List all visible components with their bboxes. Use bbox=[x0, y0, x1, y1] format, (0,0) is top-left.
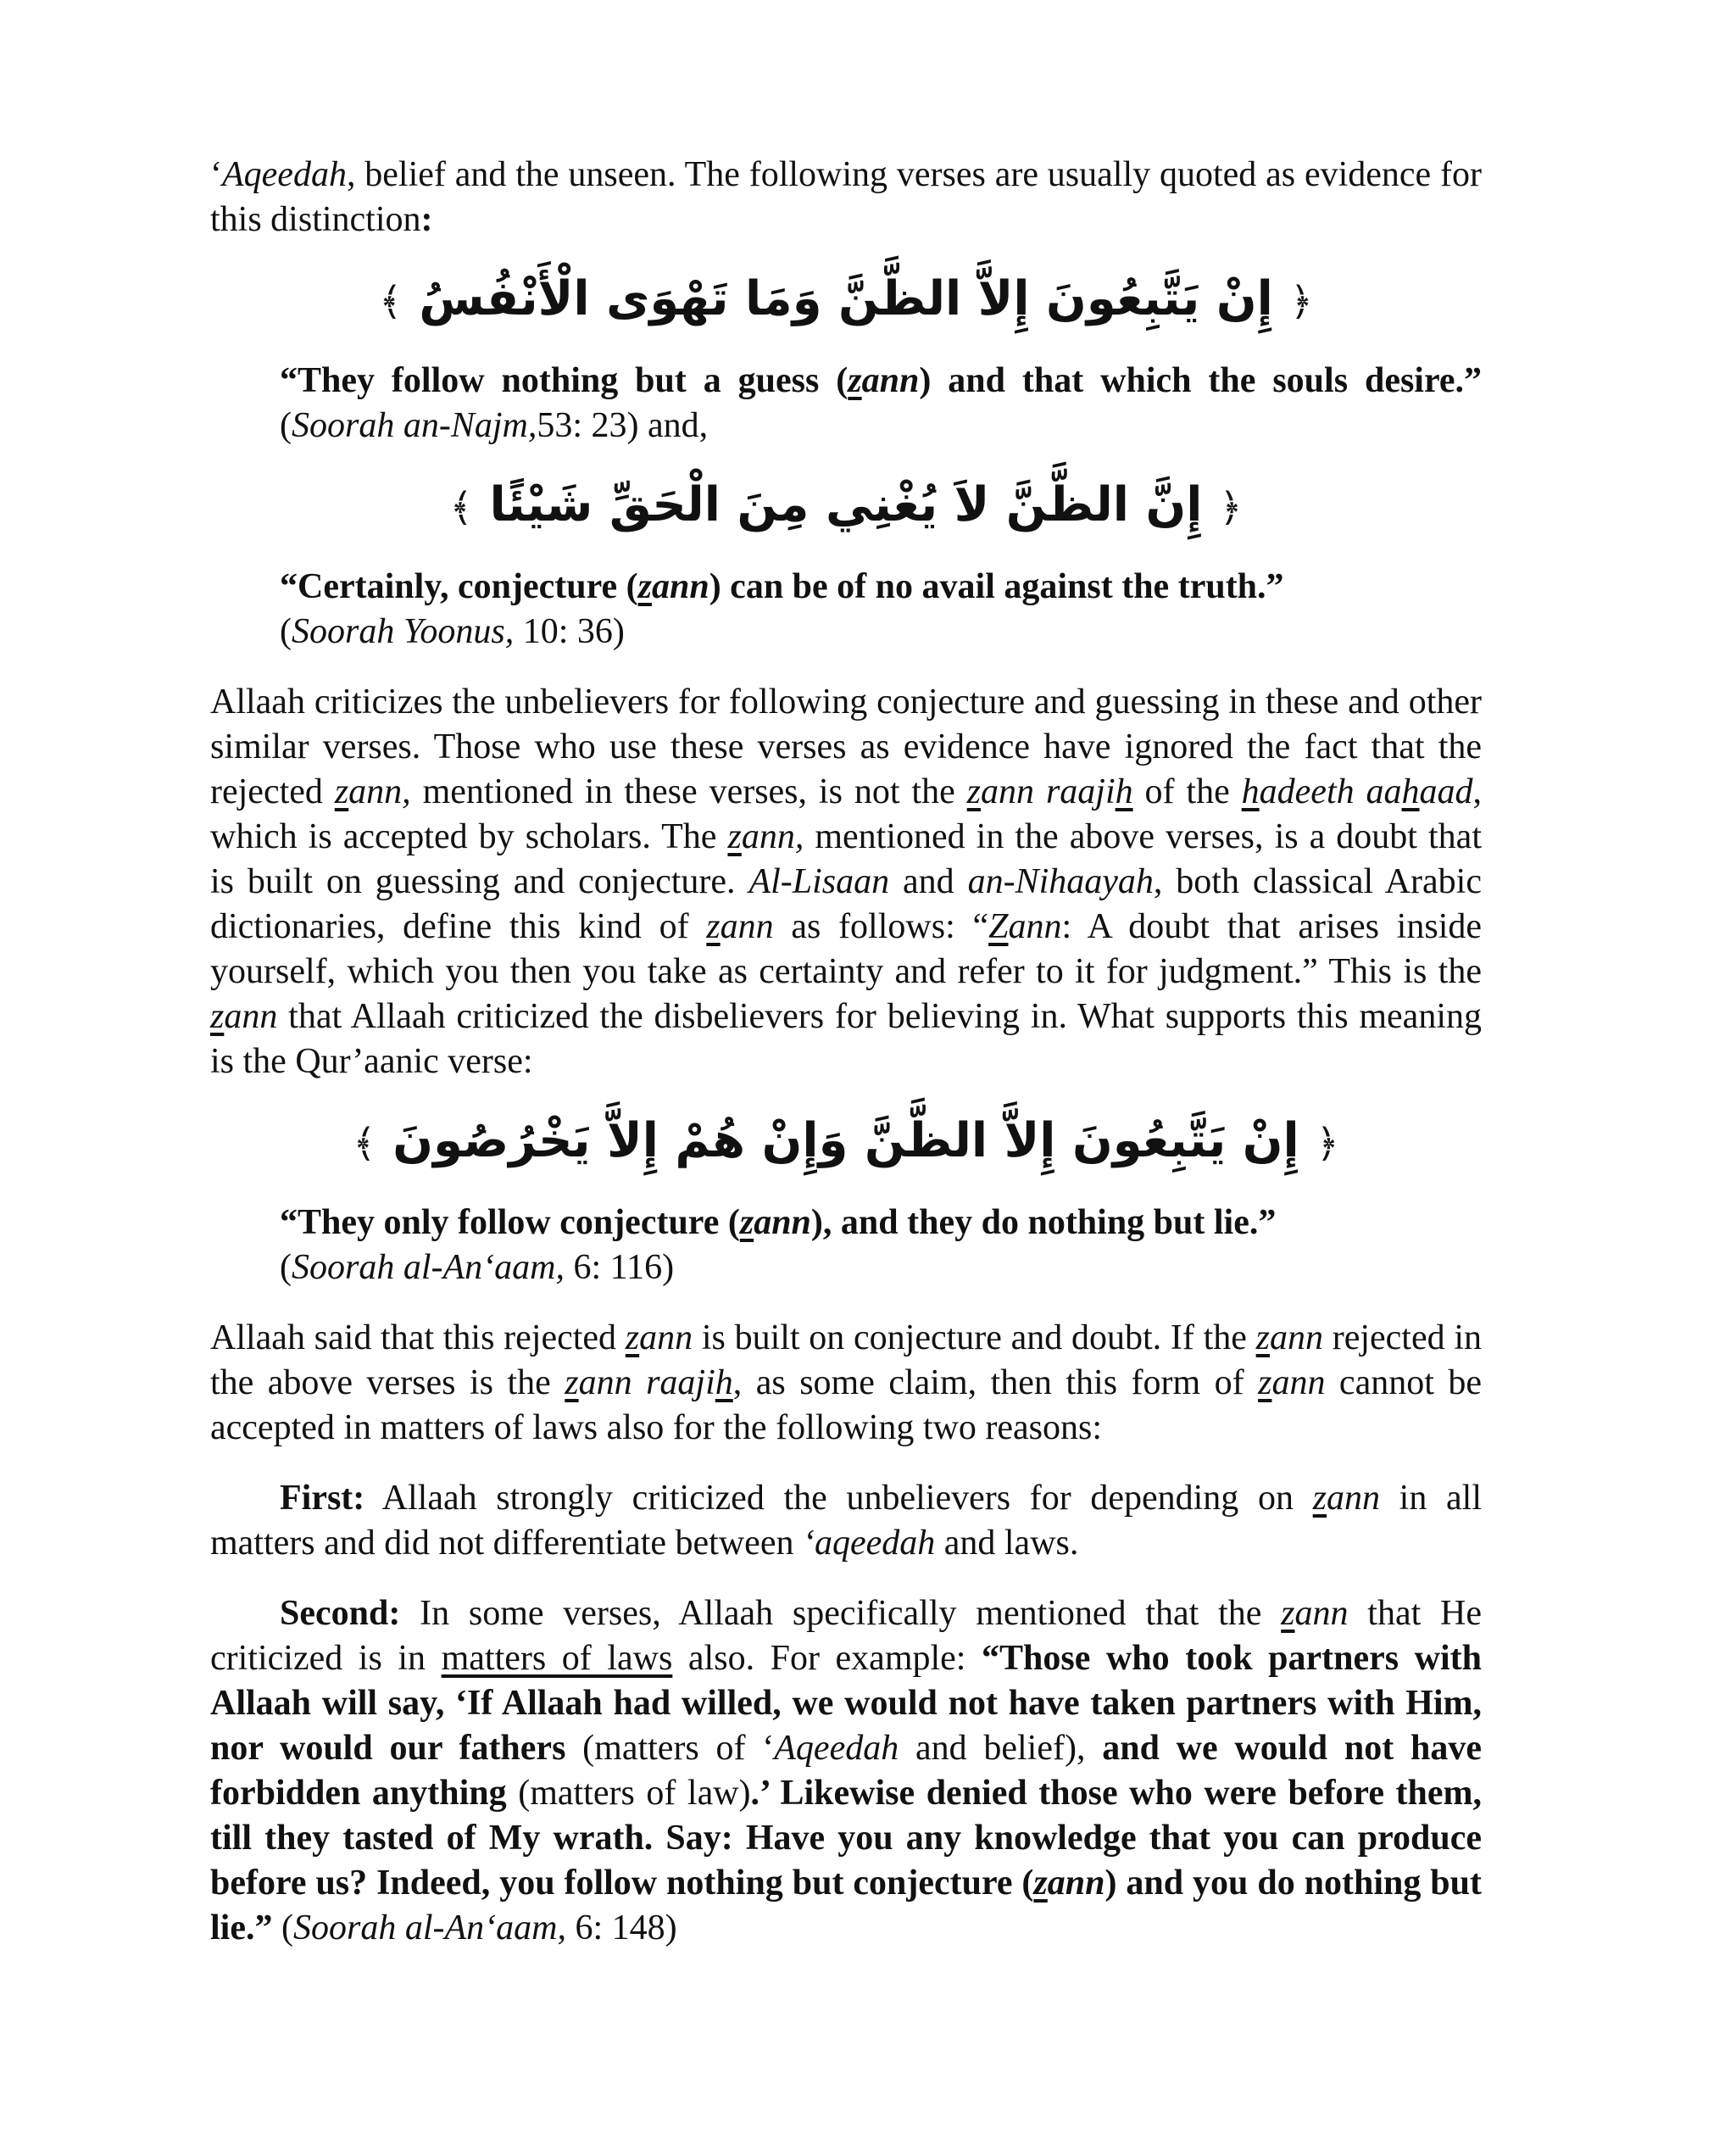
underlined-letter: z bbox=[1033, 1864, 1048, 1903]
term-zann: ann bbox=[1327, 1479, 1381, 1518]
body-paragraph-1 bbox=[210, 680, 1482, 1084]
intro-paragraph bbox=[210, 153, 1482, 242]
text: : A doubt that arises inside yourself, which you then you take as certainty and refer to it for judgment.” This is the bbox=[210, 907, 1483, 991]
term-al-lisaan: Al-Lisaan bbox=[748, 862, 890, 901]
text: , both classical Arabic dictionaries, define this kind of bbox=[210, 862, 1482, 946]
underlined-letter: z bbox=[1255, 1318, 1270, 1357]
text: that He criticized is in bbox=[210, 1594, 1483, 1678]
underlined-letter: z bbox=[210, 997, 225, 1036]
body-paragraph-2 bbox=[210, 1316, 1482, 1451]
intro-text: , belief and the unseen. The following verses are usually quoted as evidence for this distinction bbox=[210, 155, 1482, 239]
citation-text: 6: 116) bbox=[564, 1248, 675, 1287]
term-aqeedah: Aqeedah bbox=[222, 155, 347, 194]
text: In some verses, Allaah specifically mentioned that the bbox=[400, 1594, 1282, 1633]
underlined-letter: z bbox=[706, 907, 721, 946]
text: mentioned in these verses, is not the bbox=[410, 772, 967, 811]
text: (matters of law) bbox=[506, 1774, 751, 1813]
first-label: First: bbox=[280, 1479, 365, 1518]
ornate-bracket-open: ﴿ bbox=[1289, 278, 1313, 324]
citation-soorah: Soorah al-An‘aam, bbox=[292, 1248, 565, 1287]
intro-text: ‘ bbox=[210, 155, 222, 194]
underlined-letter: z bbox=[727, 817, 742, 856]
verse-3-translation bbox=[280, 1201, 1482, 1290]
ornate-bracket-open: ﴿ bbox=[1219, 484, 1243, 530]
first-reason-paragraph bbox=[210, 1476, 1482, 1566]
text: and bbox=[889, 862, 968, 901]
term-zann-raajih: ann raaji bbox=[578, 1363, 715, 1402]
verse-2-translation bbox=[280, 565, 1482, 655]
quote-text: “Those who took partners with Allaah will say, ‘If Allaah had willed, we would not have taken partners with Him, nor would our fathers bbox=[210, 1639, 1482, 1768]
underlined-letter: h bbox=[1241, 772, 1260, 811]
citation-text: ( bbox=[280, 406, 292, 445]
term-zann: ann, bbox=[741, 817, 804, 856]
term-hadeeth-aahaad: aad bbox=[1419, 772, 1473, 811]
underlined-letter: z bbox=[625, 1318, 640, 1357]
verse-1-translation bbox=[280, 359, 1482, 448]
arabic-verse-2 bbox=[210, 472, 1482, 539]
term-aqeedah: Aqeedah bbox=[774, 1729, 899, 1768]
text: , which is accepted by scholars. The bbox=[210, 772, 1483, 856]
underlined-phrase: matters of laws bbox=[441, 1639, 673, 1678]
term-zann: ann bbox=[1047, 1864, 1105, 1903]
citation-text: 6: 148) bbox=[565, 1908, 677, 1947]
underlined-letter: z bbox=[966, 772, 982, 811]
second-reason-paragraph bbox=[210, 1591, 1482, 1951]
underlined-letter: z bbox=[334, 772, 349, 811]
text: is built on conjecture and doubt. If the bbox=[693, 1318, 1256, 1357]
quote-text: and we would not have forbidden anything bbox=[210, 1729, 1482, 1813]
text: also. For example: bbox=[672, 1639, 982, 1678]
underlined-letter: z bbox=[1281, 1594, 1295, 1633]
underlined-letter: h bbox=[1115, 772, 1133, 811]
term-zann: ann bbox=[720, 907, 774, 946]
text: of the bbox=[1132, 772, 1242, 811]
term-zann-raajih: ann raaji bbox=[981, 772, 1116, 811]
citation-text: 53: 23) and, bbox=[537, 406, 709, 445]
citation-text: ( bbox=[280, 1248, 292, 1287]
page bbox=[210, 153, 1482, 1951]
term-zann: ann bbox=[651, 567, 709, 606]
term-zann: ann bbox=[224, 997, 278, 1036]
quote-text: “They follow nothing but a guess ( bbox=[280, 361, 849, 400]
citation-text: ( bbox=[280, 612, 292, 651]
citation-text: ( bbox=[272, 1908, 293, 1947]
underlined-letter: h bbox=[1401, 772, 1420, 811]
term-zann: ann bbox=[754, 1203, 811, 1242]
text: cannot be accepted in matters of laws also for the following two reasons: bbox=[210, 1363, 1482, 1447]
term-aqeedah: ‘aqeedah bbox=[802, 1524, 936, 1563]
quote-text: ) and you do nothing but lie.” bbox=[210, 1864, 1482, 1947]
quote-text: ), and they do nothing but lie.” bbox=[810, 1203, 1277, 1242]
term-zann: ann bbox=[1008, 907, 1062, 946]
quote-text: “They only follow conjecture ( bbox=[280, 1203, 740, 1242]
quote-text: “Certainly, conjecture ( bbox=[280, 567, 638, 606]
text: that Allaah criticized the disbelievers for believing in. What supports this meaning is the Qur’aanic verse: bbox=[210, 997, 1482, 1081]
arabic-text: إِنْ يَتَّبِعُونَ إِلاَّ الظَّنَّ وَإِنْ هُمْ إِلاَّ يَخْرُصُونَ bbox=[392, 1112, 1299, 1168]
text: and laws. bbox=[935, 1524, 1079, 1563]
underlined-letter: z bbox=[565, 1363, 579, 1402]
text: and belief), bbox=[899, 1729, 1103, 1768]
second-label: Second: bbox=[280, 1594, 401, 1633]
arabic-text: إِنْ يَتَّبِعُونَ إِلاَّ الظَّنَّ وَمَا تَهْوَى الْأَنْفُسُ bbox=[419, 270, 1273, 326]
term-zann: ann bbox=[1271, 1363, 1326, 1402]
quote-text: .’ Likewise denied those who were before them, till they tasted of My wrath. Say: Have you any knowledge that you can produce before us? Indeed, you follow nothing but conjecture ( bbox=[210, 1774, 1482, 1903]
term-zann: ann bbox=[639, 1318, 693, 1357]
text: Allaah criticizes the unbelievers for following conjecture and guessing in these and other similar verses. Those who use these verses as evidence have ignored the fact that the rejected bbox=[210, 682, 1482, 811]
underlined-letter: z bbox=[739, 1203, 754, 1242]
text: (matters of ‘ bbox=[565, 1729, 775, 1768]
arabic-text: إِنَّ الظَّنَّ لاَ يُغْنِي مِنَ الْحَقِّ شَيْئًا bbox=[489, 476, 1203, 532]
underlined-letter: Z bbox=[988, 907, 1009, 946]
citation-soorah: Soorah al-An‘aam, bbox=[292, 1908, 566, 1947]
term-zann: ann, bbox=[348, 772, 411, 811]
term-hadeeth-aahaad: adeeth aa bbox=[1259, 772, 1402, 811]
text: rejected in the above verses is the bbox=[210, 1318, 1482, 1402]
term-zann: ann bbox=[1294, 1594, 1349, 1633]
text: Allaah said that this rejected bbox=[210, 1318, 626, 1357]
ornate-bracket-open: ﴿ bbox=[1316, 1120, 1339, 1166]
underlined-letter: h bbox=[715, 1363, 733, 1402]
citation-text: 10: 36) bbox=[514, 612, 625, 651]
text: , as some claim, then this form of bbox=[732, 1363, 1259, 1402]
citation-soorah: Soorah an-Najm, bbox=[292, 406, 537, 445]
arabic-verse-3 bbox=[210, 1108, 1482, 1175]
underlined-letter: z bbox=[1258, 1363, 1272, 1402]
quote-text: ) and that which the souls desire.” bbox=[919, 361, 1482, 400]
text: mentioned in the above verses, is a doubt that is built on guessing and conjecture. bbox=[210, 817, 1482, 901]
text: in all matters and did not differentiate between bbox=[210, 1479, 1482, 1563]
intro-colon: : bbox=[420, 200, 433, 239]
arabic-verse-1 bbox=[210, 266, 1482, 333]
term-an-nihaayah: an-Nihaayah bbox=[967, 862, 1154, 901]
ornate-bracket-close: ﴾ bbox=[379, 278, 403, 324]
underlined-letter: z bbox=[637, 567, 652, 606]
term-zann: ann bbox=[1269, 1318, 1323, 1357]
text: Allaah strongly criticized the unbelievers for depending on bbox=[364, 1479, 1313, 1518]
term-zann: ann bbox=[861, 361, 920, 400]
ornate-bracket-close: ﴾ bbox=[353, 1120, 376, 1166]
underlined-letter: z bbox=[848, 361, 862, 400]
citation-soorah: Soorah Yoonus, bbox=[292, 612, 515, 651]
underlined-letter: z bbox=[1312, 1479, 1327, 1518]
text: as follows: “ bbox=[773, 907, 989, 946]
ornate-bracket-close: ﴾ bbox=[449, 484, 473, 530]
quote-text: ) can be of no avail against the truth.” bbox=[709, 567, 1284, 606]
